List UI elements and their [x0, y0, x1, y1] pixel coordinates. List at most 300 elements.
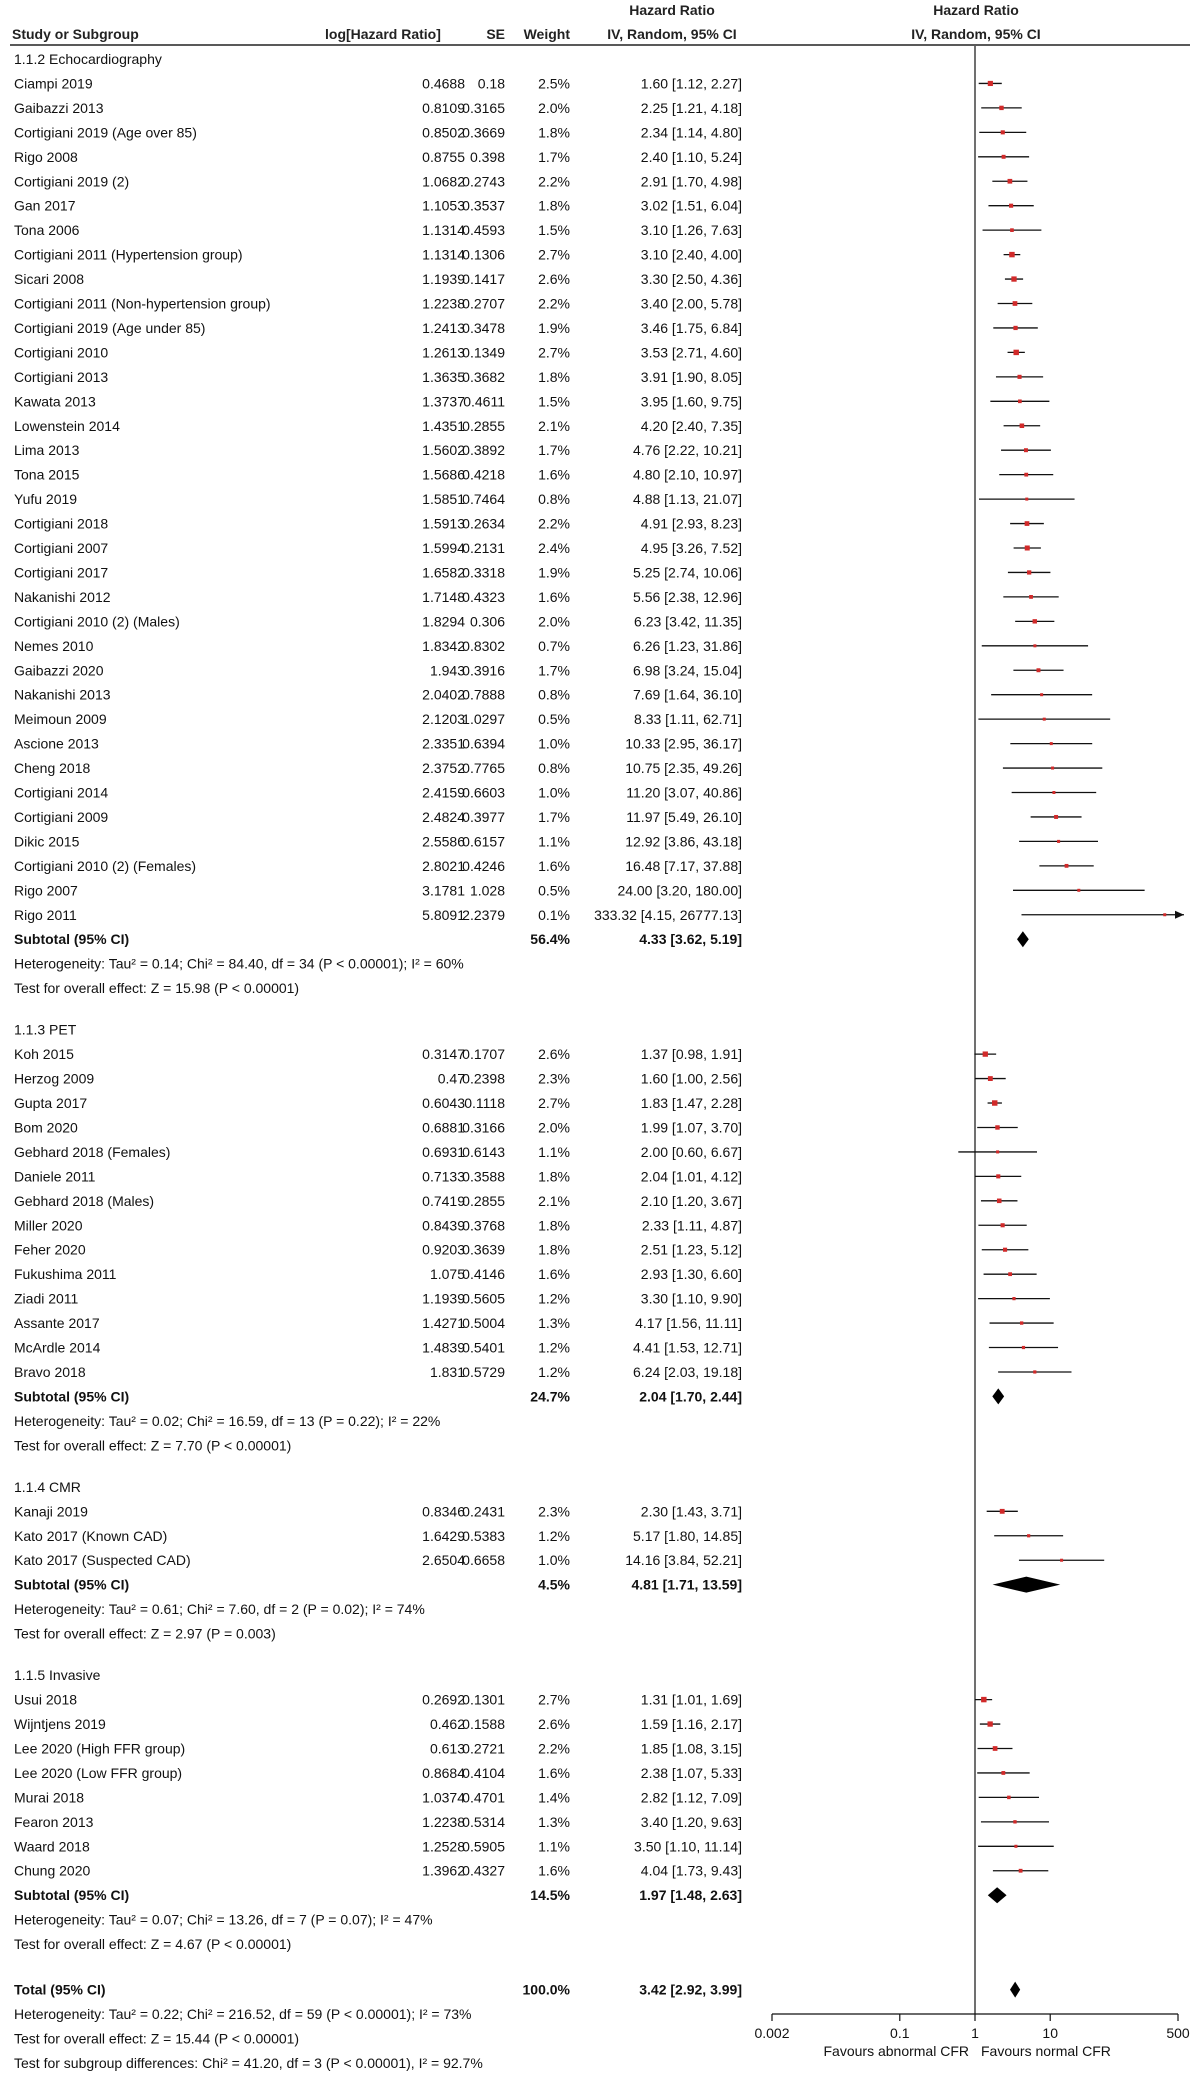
study-loghr: 1.1939: [422, 271, 465, 288]
study-ci: 4.95 [3.26, 7.52]: [640, 540, 742, 556]
study-ci: 3.10 [1.26, 7.63]: [640, 222, 742, 239]
study-loghr: 0.9203: [422, 1241, 465, 1258]
heterogeneity: Heterogeneity: Tau² = 0.61; Chi² = 7.60, df = 2 (P = 0.02); I² = 74%: [14, 1601, 425, 1618]
subtotal-label: Subtotal (95% CI): [14, 931, 130, 948]
subtotal-diamond: [993, 1577, 1061, 1593]
study-weight: 1.0%: [538, 735, 570, 752]
header-study: Study or Subgroup: [12, 26, 139, 42]
total-ci: 3.42 [2.92, 3.99]: [639, 1981, 742, 1998]
study-loghr: 1.6582: [422, 564, 465, 581]
study-name: Lowenstein 2014: [14, 417, 120, 434]
study-ci: 3.30 [2.50, 4.36]: [640, 271, 742, 288]
study-ci: 3.95 [1.60, 9.75]: [640, 393, 742, 410]
subtotal-diamond: [1017, 931, 1029, 947]
study-se: 0.3318: [462, 564, 505, 581]
study-loghr: 1.2413: [422, 319, 465, 336]
study-se: 0.3639: [462, 1241, 505, 1258]
study-loghr: 1.6429: [422, 1527, 465, 1544]
study-ci: 3.02 [1.51, 6.04]: [640, 197, 742, 214]
study-ci: 2.51 [1.23, 5.12]: [640, 1241, 742, 1258]
study-loghr: 2.4824: [422, 808, 465, 825]
study-name: Nakanishi 2012: [14, 588, 111, 605]
study-se: 0.4146: [462, 1266, 505, 1283]
study-weight: 1.5%: [538, 393, 570, 410]
study-ci: 1.60 [1.00, 2.56]: [640, 1070, 742, 1087]
study-weight: 2.4%: [538, 540, 570, 556]
study-name: Cortigiani 2011 (Hypertension group): [14, 246, 243, 263]
study-ci: 1.37 [0.98, 1.91]: [640, 1046, 742, 1063]
study-se: 0.1417: [462, 271, 505, 288]
study-name: Cortigiani 2019 (2): [14, 173, 130, 190]
study-loghr: 2.1203: [422, 711, 465, 728]
study-name: Dikic 2015: [14, 833, 80, 850]
study-weight: 1.4%: [538, 1789, 570, 1806]
study-ci: 2.34 [1.14, 4.80]: [640, 124, 742, 141]
subtotal-ci: 4.33 [3.62, 5.19]: [639, 931, 742, 948]
study-point: [987, 1721, 992, 1726]
study-point: [988, 1076, 993, 1081]
study-ci: 3.50 [1.10, 11.14]: [634, 1838, 742, 1855]
group-title: 1.1.3 PET: [14, 1021, 77, 1038]
study-se: 0.7464: [462, 491, 505, 508]
study-name: Cortigiani 2010 (2) (Females): [14, 857, 197, 874]
study-point: [983, 1051, 988, 1056]
study-point: [1033, 644, 1036, 647]
study-weight: 2.6%: [538, 271, 570, 288]
study-weight: 1.6%: [538, 466, 570, 483]
study-point: [1060, 1559, 1063, 1562]
study-point: [1024, 448, 1028, 452]
study-se: 0.6143: [462, 1143, 505, 1160]
study-weight: 2.0%: [538, 613, 570, 630]
study-name: Gebhard 2018 (Females): [14, 1143, 171, 1160]
study-se: 0.3166: [462, 1119, 505, 1136]
study-loghr: 0.613: [429, 1740, 465, 1757]
study-ci: 333.32 [4.15, 26777.13]: [594, 906, 742, 923]
study-loghr: 0.2692: [422, 1691, 465, 1708]
study-point: [1033, 619, 1037, 623]
study-weight: 2.2%: [538, 515, 570, 532]
study-point: [1043, 718, 1046, 721]
study-loghr: 5.8091: [422, 906, 465, 923]
study-weight: 2.1%: [538, 1192, 570, 1209]
study-weight: 1.6%: [538, 1862, 570, 1879]
study-loghr: 0.8439: [422, 1217, 465, 1234]
header-weight: Weight: [523, 26, 570, 42]
study-se: 0.1306: [462, 246, 505, 263]
study-se: 0.398: [469, 148, 505, 165]
study-weight: 2.7%: [538, 344, 570, 361]
study-point: [1003, 1248, 1007, 1252]
study-loghr: 3.1781: [422, 882, 465, 899]
study-point: [1025, 498, 1028, 501]
study-point: [1010, 228, 1014, 232]
study-ci: 6.98 [3.24, 15.04]: [633, 662, 742, 679]
study-weight: 2.5%: [538, 75, 570, 92]
study-se: 0.5004: [462, 1315, 505, 1332]
study-ci: 10.33 [2.95, 36.17]: [625, 735, 742, 752]
study-point: [1018, 399, 1022, 403]
study-se: 0.4327: [462, 1862, 505, 1879]
study-se: 0.4104: [462, 1764, 505, 1781]
study-weight: 1.9%: [538, 564, 570, 581]
study-se: 1.0297: [462, 711, 505, 728]
header-loghr: log[Hazard Ratio]: [325, 26, 441, 42]
study-weight: 2.0%: [538, 1119, 570, 1136]
study-name: Gaibazzi 2013: [14, 99, 104, 116]
study-se: 0.3682: [462, 368, 505, 385]
overall-effect: Test for overall effect: Z = 4.67 (P < 0.00001): [14, 1936, 292, 1953]
study-loghr: 1.7148: [422, 588, 465, 605]
study-se: 0.3892: [462, 442, 505, 459]
study-weight: 1.2%: [538, 1363, 570, 1380]
study-name: Cortigiani 2019 (Age over 85): [14, 124, 197, 141]
study-name: McArdle 2014: [14, 1339, 101, 1356]
study-ci: 6.23 [3.42, 11.35]: [634, 613, 742, 630]
study-ci: 6.26 [1.23, 31.86]: [633, 637, 742, 654]
study-ci: 4.76 [2.22, 10.21]: [633, 442, 742, 459]
subtotal-ci: 1.97 [1.48, 2.63]: [639, 1887, 742, 1904]
study-point: [1036, 668, 1040, 672]
study-weight: 2.3%: [538, 1070, 570, 1087]
study-weight: 1.7%: [538, 808, 570, 825]
study-ci: 3.40 [2.00, 5.78]: [640, 295, 742, 312]
study-se: 0.18: [477, 75, 505, 92]
study-se: 0.1349: [462, 344, 505, 361]
header-plot-title: Hazard Ratio: [933, 2, 1019, 18]
study-loghr: 2.8021: [422, 857, 465, 874]
study-ci: 8.33 [1.11, 62.71]: [634, 711, 742, 728]
study-point: [1013, 301, 1018, 306]
study-weight: 1.9%: [538, 319, 570, 336]
study-point: [1000, 1509, 1005, 1514]
study-ci: 5.56 [2.38, 12.96]: [633, 588, 742, 605]
study-se: 0.4593: [462, 222, 505, 239]
study-loghr: 1.2238: [422, 295, 465, 312]
study-point: [1002, 155, 1006, 159]
study-se: 0.306: [469, 613, 505, 630]
tick-label: 0.002: [754, 2025, 790, 2041]
study-weight: 2.7%: [538, 246, 570, 263]
study-point: [1025, 521, 1030, 526]
study-name: Fearon 2013: [14, 1813, 94, 1830]
study-ci: 2.10 [1.20, 3.67]: [640, 1192, 742, 1209]
study-loghr: 0.462: [429, 1716, 465, 1733]
study-loghr: 0.6931: [422, 1143, 465, 1160]
study-ci: 1.60 [1.12, 2.27]: [640, 75, 742, 92]
study-loghr: 1.2613: [422, 344, 465, 361]
study-weight: 2.1%: [538, 417, 570, 434]
study-point: [1024, 473, 1028, 477]
header-se: SE: [486, 26, 505, 42]
study-ci: 3.46 [1.75, 6.84]: [640, 319, 742, 336]
study-loghr: 0.7133: [422, 1168, 465, 1185]
study-name: Cortigiani 2011 (Non-hypertension group): [14, 295, 271, 312]
study-loghr: 2.5586: [422, 833, 465, 850]
study-weight: 2.6%: [538, 1046, 570, 1063]
study-point: [997, 1199, 1002, 1204]
study-se: 0.2634: [462, 515, 505, 532]
study-ci: 5.17 [1.80, 14.85]: [633, 1527, 742, 1544]
study-ci: 14.16 [3.84, 52.21]: [625, 1552, 742, 1569]
study-weight: 1.1%: [538, 1838, 570, 1855]
subtotal-diamond: [992, 1388, 1004, 1404]
header-plot-sub: IV, Random, 95% CI: [911, 26, 1041, 42]
study-name: Gupta 2017: [14, 1095, 88, 1112]
study-loghr: 1.831: [429, 1363, 465, 1380]
study-name: Cortigiani 2019 (Age under 85): [14, 319, 206, 336]
study-name: Assante 2017: [14, 1315, 100, 1332]
study-se: 0.5905: [462, 1838, 505, 1855]
study-loghr: 1.8342: [422, 637, 465, 654]
study-point: [1013, 1820, 1016, 1823]
study-loghr: 1.943: [429, 662, 465, 679]
study-se: 0.5401: [462, 1339, 505, 1356]
study-se: 0.4323: [462, 588, 505, 605]
study-weight: 1.8%: [538, 368, 570, 385]
study-name: Kato 2017 (Known CAD): [14, 1527, 168, 1544]
study-loghr: 1.1314: [422, 222, 465, 239]
study-loghr: 0.4688: [422, 75, 465, 92]
study-se: 0.1118: [464, 1095, 505, 1112]
study-weight: 1.8%: [538, 1217, 570, 1234]
study-name: Ziadi 2011: [14, 1290, 79, 1307]
study-loghr: 2.3752: [422, 760, 465, 777]
study-se: 0.3165: [462, 99, 505, 116]
study-weight: 0.8%: [538, 491, 570, 508]
study-point: [1050, 742, 1053, 745]
study-weight: 1.3%: [538, 1315, 570, 1332]
study-weight: 2.3%: [538, 1503, 570, 1520]
study-point: [1052, 791, 1055, 794]
study-point: [1007, 1796, 1011, 1800]
study-point: [1057, 840, 1060, 843]
favours-left-label: Favours abnormal CFR: [823, 2043, 969, 2059]
study-name: Gan 2017: [14, 197, 76, 214]
study-point: [1027, 1534, 1030, 1537]
study-ci: 4.04 [1.73, 9.43]: [640, 1862, 742, 1879]
total-diamond: [1010, 1982, 1020, 1998]
study-name: Cortigiani 2013: [14, 368, 109, 385]
study-name: Koh 2015: [14, 1046, 74, 1063]
study-loghr: 1.2238: [422, 1813, 465, 1830]
study-se: 0.3478: [462, 319, 505, 336]
study-loghr: 1.5602: [422, 442, 465, 459]
subtotal-label: Subtotal (95% CI): [14, 1388, 130, 1405]
study-se: 0.8302: [462, 637, 505, 654]
study-name: Murai 2018: [14, 1789, 85, 1806]
subtotal-diamond: [988, 1887, 1007, 1903]
study-weight: 1.6%: [538, 588, 570, 605]
study-name: Tona 2015: [14, 466, 80, 483]
footer-note: Test for subgroup differences: Chi² = 41.20, df = 3 (P < 0.00001), I² = 92.7%: [14, 2055, 483, 2072]
study-point: [1033, 1370, 1036, 1373]
study-point: [1163, 913, 1166, 916]
study-loghr: 0.3147: [422, 1046, 465, 1063]
study-weight: 1.7%: [538, 148, 570, 165]
study-loghr: 1.2528: [422, 1838, 465, 1855]
study-name: Waard 2018: [14, 1838, 90, 1855]
study-ci: 2.82 [1.12, 7.09]: [640, 1789, 742, 1806]
study-point: [1008, 1272, 1012, 1276]
study-loghr: 1.075: [429, 1266, 465, 1283]
study-point: [1027, 570, 1031, 574]
study-loghr: 2.0402: [422, 686, 465, 703]
x-axis: [754, 46, 1189, 2059]
heterogeneity: Heterogeneity: Tau² = 0.02; Chi² = 16.59, df = 13 (P = 0.22); I² = 22%: [14, 1412, 441, 1429]
study-ci: 4.91 [2.93, 8.23]: [640, 515, 742, 532]
study-weight: 0.1%: [538, 906, 570, 923]
study-name: Kawata 2013: [14, 393, 96, 410]
study-weight: 2.2%: [538, 295, 570, 312]
study-name: Nakanishi 2013: [14, 686, 111, 703]
heterogeneity: Heterogeneity: Tau² = 0.07; Chi² = 13.26, df = 7 (P = 0.07); I² = 47%: [14, 1911, 433, 1928]
study-se: 0.7888: [462, 686, 505, 703]
study-ci: 3.10 [2.40, 4.00]: [640, 246, 742, 263]
study-loghr: 1.1053: [422, 197, 465, 214]
study-point: [1029, 595, 1033, 599]
study-se: 0.6658: [462, 1552, 505, 1569]
study-ci: 4.17 [1.56, 11.11]: [635, 1315, 742, 1332]
footer-note: Test for overall effect: Z = 15.44 (P < 0.00001): [14, 2030, 300, 2047]
study-point: [1017, 375, 1021, 379]
study-ci: 2.38 [1.07, 5.33]: [640, 1764, 742, 1781]
study-se: 0.2855: [462, 417, 505, 434]
overall-effect: Test for overall effect: Z = 7.70 (P < 0.00001): [14, 1437, 292, 1454]
header-hr-sub: IV, Random, 95% CI: [607, 26, 737, 42]
study-point: [981, 1697, 986, 1702]
study-ci: 3.30 [1.10, 9.90]: [640, 1290, 742, 1307]
study-se: 0.4246: [462, 857, 505, 874]
study-weight: 0.8%: [538, 686, 570, 703]
study-point: [1077, 889, 1080, 892]
column-headers: [12, 2, 1041, 42]
study-se: 0.5729: [462, 1363, 505, 1380]
overall-effect: Test for overall effect: Z = 15.98 (P < 0.00001): [14, 980, 300, 997]
study-loghr: 1.3737: [422, 393, 465, 410]
study-point: [1019, 1869, 1023, 1873]
study-point: [1008, 179, 1013, 184]
subtotal-label: Subtotal (95% CI): [14, 1576, 130, 1593]
study-ci: 1.99 [1.07, 3.70]: [640, 1119, 742, 1136]
study-loghr: 0.8755: [422, 148, 465, 165]
study-se: 0.3537: [462, 197, 505, 214]
study-point: [992, 1100, 997, 1105]
study-se: 0.1707: [462, 1046, 505, 1063]
study-ci: 6.24 [2.03, 19.18]: [633, 1363, 742, 1380]
study-se: 0.2131: [462, 540, 505, 556]
study-se: 0.3588: [462, 1168, 505, 1185]
study-loghr: 2.3351: [422, 735, 465, 752]
study-name: Herzog 2009: [14, 1070, 95, 1087]
study-ci: 4.41 [1.53, 12.71]: [633, 1339, 742, 1356]
group-title: 1.1.4 CMR: [14, 1478, 81, 1495]
study-se: 0.6394: [462, 735, 505, 752]
study-ci: 2.00 [0.60, 6.67]: [640, 1143, 742, 1160]
study-point: [1014, 1845, 1017, 1848]
study-point: [996, 1150, 999, 1153]
study-weight: 1.6%: [538, 1764, 570, 1781]
study-ci: 16.48 [7.17, 37.88]: [625, 857, 742, 874]
study-se: 0.6157: [462, 833, 505, 850]
study-name: Cortigiani 2017: [14, 564, 109, 581]
study-ci: 3.40 [1.20, 9.63]: [640, 1813, 742, 1830]
study-loghr: 1.4839: [422, 1339, 465, 1356]
study-name: Tona 2006: [14, 222, 80, 239]
study-name: Rigo 2011: [14, 906, 77, 923]
study-se: 0.2398: [462, 1070, 505, 1087]
study-loghr: 0.8346: [422, 1503, 465, 1520]
study-weight: 0.5%: [538, 882, 570, 899]
study-weight: 2.2%: [538, 173, 570, 190]
study-name: Wijntjens 2019: [14, 1716, 106, 1733]
study-weight: 1.7%: [538, 442, 570, 459]
study-loghr: 0.8684: [422, 1764, 465, 1781]
study-name: Gaibazzi 2020: [14, 662, 104, 679]
study-point: [1001, 1771, 1005, 1775]
group-title: 1.1.2 Echocardiography: [14, 51, 162, 67]
study-se: 0.3916: [462, 662, 505, 679]
study-name: Sicari 2008: [14, 271, 85, 288]
study-ci: 2.40 [1.10, 5.24]: [640, 148, 742, 165]
study-point: [1011, 276, 1016, 281]
tick-label: 500: [1166, 2025, 1190, 2041]
study-point: [988, 81, 993, 86]
study-se: 0.1301: [462, 1691, 505, 1708]
heterogeneity: Heterogeneity: Tau² = 0.14; Chi² = 84.40, df = 34 (P < 0.00001); I² = 60%: [14, 955, 464, 972]
study-point: [1065, 864, 1069, 868]
study-point: [1054, 815, 1058, 819]
study-loghr: 1.8294: [422, 613, 465, 630]
study-ci: 2.04 [1.01, 4.12]: [640, 1168, 742, 1185]
study-loghr: 0.6881: [422, 1119, 465, 1136]
study-name: Cortigiani 2018: [14, 515, 109, 532]
study-point: [1040, 693, 1043, 696]
study-ci: 3.91 [1.90, 8.05]: [640, 368, 742, 385]
study-se: 2.2379: [462, 906, 505, 923]
study-loghr: 1.1939: [422, 1290, 465, 1307]
study-weight: 1.8%: [538, 1241, 570, 1258]
study-weight: 1.6%: [538, 1266, 570, 1283]
study-weight: 1.8%: [538, 1168, 570, 1185]
study-name: Usui 2018: [14, 1691, 78, 1708]
study-se: 0.7765: [462, 760, 505, 777]
study-ci: 10.75 [2.35, 49.26]: [625, 760, 742, 777]
study-name: Nemes 2010: [14, 637, 94, 654]
study-point: [999, 106, 1003, 110]
study-point: [1012, 1297, 1015, 1300]
study-weight: 0.7%: [538, 637, 570, 654]
study-se: 0.3768: [462, 1217, 505, 1234]
total-label: Total (95% CI): [14, 1981, 106, 1998]
study-se: 0.5314: [462, 1813, 505, 1830]
study-name: Kato 2017 (Suspected CAD): [14, 1552, 191, 1569]
study-weight: 2.6%: [538, 1716, 570, 1733]
footer-note: Heterogeneity: Tau² = 0.22; Chi² = 216.52, df = 59 (P < 0.00001); I² = 73%: [14, 2006, 472, 2023]
study-loghr: 1.5851: [422, 491, 465, 508]
study-se: 0.5605: [462, 1290, 505, 1307]
study-name: Cortigiani 2010: [14, 344, 109, 361]
study-se: 0.2721: [462, 1740, 505, 1757]
subtotal-weight: 14.5%: [530, 1887, 570, 1904]
study-loghr: 1.5994: [422, 540, 465, 556]
study-se: 0.5383: [462, 1527, 505, 1544]
study-weight: 0.5%: [538, 711, 570, 728]
study-weight: 0.8%: [538, 760, 570, 777]
study-loghr: 1.5686: [422, 466, 465, 483]
subtotal-label: Subtotal (95% CI): [14, 1887, 130, 1904]
study-ci: 2.33 [1.11, 4.87]: [641, 1217, 742, 1234]
